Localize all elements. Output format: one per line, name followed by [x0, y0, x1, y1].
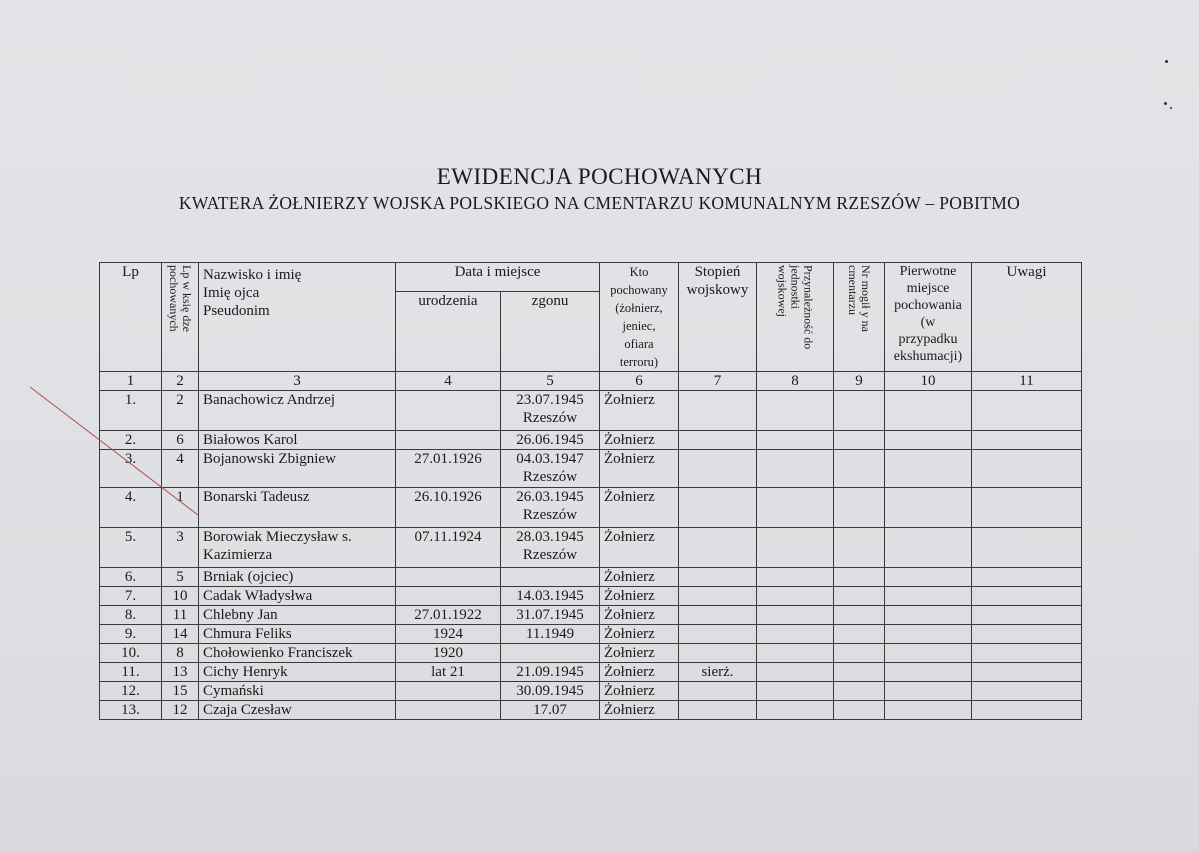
cell-nr-mogily	[834, 450, 885, 488]
table-row	[100, 663, 1082, 682]
column-number: 4	[396, 372, 501, 391]
header-nr-mogily: Nr mogił y na cmentarzu	[834, 263, 885, 372]
cell-name: Cymański	[199, 682, 396, 701]
cell-uwagi	[972, 682, 1082, 701]
cell-lp: 4.	[100, 488, 162, 528]
cell-urodzenia	[396, 701, 501, 720]
cell-name: Cadak Władysłwa	[199, 587, 396, 606]
cell-kto: Żołnierz	[600, 606, 679, 625]
cell-lp-ksiega: 2	[162, 391, 199, 431]
cell-lp-ksiega: 10	[162, 587, 199, 606]
cell-stopien	[679, 450, 757, 488]
column-number-row	[100, 372, 1082, 391]
cell-zgonu: 28.03.1945 Rzeszów	[501, 528, 600, 568]
cell-pierwotne	[885, 568, 972, 587]
cell-pierwotne	[885, 682, 972, 701]
cell-kto: Żołnierz	[600, 431, 679, 450]
column-number: 2	[162, 372, 199, 391]
cell-stopien	[679, 431, 757, 450]
cell-kto: Żołnierz	[600, 663, 679, 682]
cell-name: Cichy Henryk	[199, 663, 396, 682]
header-nazwisko: Nazwisko i imię Imię ojca Pseudonim	[199, 263, 396, 372]
cell-nr-mogily	[834, 625, 885, 644]
header-urodzenia: urodzenia	[396, 292, 501, 372]
table-row	[100, 625, 1082, 644]
cell-name: Chlebny Jan	[199, 606, 396, 625]
cell-przynaleznosc	[757, 528, 834, 568]
cell-stopien	[679, 587, 757, 606]
cell-lp: 9.	[100, 625, 162, 644]
cell-nr-mogily	[834, 701, 885, 720]
table-row	[100, 587, 1082, 606]
cell-przynaleznosc	[757, 663, 834, 682]
cell-urodzenia: 1924	[396, 625, 501, 644]
cell-name: Borowiak Mieczysław s. Kazimierza	[199, 528, 396, 568]
cell-kto: Żołnierz	[600, 625, 679, 644]
cell-uwagi	[972, 663, 1082, 682]
table-row	[100, 701, 1082, 720]
cell-nr-mogily	[834, 663, 885, 682]
cell-stopien	[679, 701, 757, 720]
scan-speck	[1165, 60, 1168, 63]
table-row	[100, 391, 1082, 431]
cell-urodzenia: 1920	[396, 644, 501, 663]
cell-lp-ksiega: 4	[162, 450, 199, 488]
cell-pierwotne	[885, 644, 972, 663]
cell-stopien	[679, 488, 757, 528]
cell-przynaleznosc	[757, 391, 834, 431]
cell-stopien	[679, 625, 757, 644]
cell-stopien	[679, 568, 757, 587]
cell-zgonu: 26.06.1945	[501, 431, 600, 450]
cell-zgonu: 23.07.1945 Rzeszów	[501, 391, 600, 431]
cell-przynaleznosc	[757, 568, 834, 587]
cell-nr-mogily	[834, 391, 885, 431]
cell-urodzenia	[396, 431, 501, 450]
cell-przynaleznosc	[757, 606, 834, 625]
table-row	[100, 682, 1082, 701]
cell-urodzenia	[396, 682, 501, 701]
cell-stopien	[679, 682, 757, 701]
burial-register-table	[99, 262, 1082, 720]
cell-lp-ksiega: 14	[162, 625, 199, 644]
cell-lp-ksiega: 8	[162, 644, 199, 663]
cell-kto: Żołnierz	[600, 450, 679, 488]
cell-name: Bojanowski Zbigniew	[199, 450, 396, 488]
header-przynaleznosc: Przynależność do jednostki wojskowej	[757, 263, 834, 372]
cell-uwagi	[972, 431, 1082, 450]
column-number: 9	[834, 372, 885, 391]
cell-kto: Żołnierz	[600, 488, 679, 528]
header-uwagi: Uwagi	[972, 263, 1082, 372]
cell-lp-ksiega: 12	[162, 701, 199, 720]
cell-uwagi	[972, 644, 1082, 663]
cell-pierwotne	[885, 488, 972, 528]
cell-kto: Żołnierz	[600, 644, 679, 663]
cell-lp: 8.	[100, 606, 162, 625]
cell-lp: 11.	[100, 663, 162, 682]
pencil-stroke	[28, 385, 203, 520]
cell-lp: 12.	[100, 682, 162, 701]
cell-lp: 2.	[100, 431, 162, 450]
cell-nr-mogily	[834, 682, 885, 701]
cell-name: Chmura Feliks	[199, 625, 396, 644]
cell-kto: Żołnierz	[600, 587, 679, 606]
cell-zgonu: 26.03.1945 Rzeszów	[501, 488, 600, 528]
cell-pierwotne	[885, 701, 972, 720]
cell-lp: 13.	[100, 701, 162, 720]
cell-kto: Żołnierz	[600, 391, 679, 431]
cell-lp-ksiega: 11	[162, 606, 199, 625]
cell-stopien	[679, 391, 757, 431]
cell-nr-mogily	[834, 431, 885, 450]
cell-urodzenia	[396, 391, 501, 431]
cell-pierwotne	[885, 587, 972, 606]
cell-urodzenia: 27.01.1922	[396, 606, 501, 625]
table-row	[100, 431, 1082, 450]
column-number: 3	[199, 372, 396, 391]
cell-pierwotne	[885, 431, 972, 450]
cell-przynaleznosc	[757, 625, 834, 644]
column-number: 1	[100, 372, 162, 391]
header-lp: Lp	[100, 263, 162, 372]
cell-stopien	[679, 644, 757, 663]
column-number: 6	[600, 372, 679, 391]
cell-nr-mogily	[834, 587, 885, 606]
cell-name: Brniak (ojciec)	[199, 568, 396, 587]
cell-nr-mogily	[834, 644, 885, 663]
table-row	[100, 606, 1082, 625]
cell-urodzenia: 07.11.1924	[396, 528, 501, 568]
cell-pierwotne	[885, 528, 972, 568]
cell-zgonu	[501, 568, 600, 587]
cell-lp-ksiega: 3	[162, 528, 199, 568]
cell-lp-ksiega: 15	[162, 682, 199, 701]
cell-kto: Żołnierz	[600, 701, 679, 720]
cell-stopien	[679, 606, 757, 625]
cell-uwagi	[972, 391, 1082, 431]
cell-nr-mogily	[834, 568, 885, 587]
cell-pierwotne	[885, 606, 972, 625]
cell-przynaleznosc	[757, 682, 834, 701]
cell-kto: Żołnierz	[600, 528, 679, 568]
cell-nr-mogily	[834, 606, 885, 625]
cell-przynaleznosc	[757, 488, 834, 528]
header-stopien: Stopień wojskowy	[679, 263, 757, 372]
cell-lp: 10.	[100, 644, 162, 663]
cell-przynaleznosc	[757, 644, 834, 663]
table-row	[100, 528, 1082, 568]
cell-stopien: sierż.	[679, 663, 757, 682]
cell-lp-ksiega: 6	[162, 431, 199, 450]
cell-kto: Żołnierz	[600, 568, 679, 587]
cell-name: Białowos Karol	[199, 431, 396, 450]
cell-nr-mogily	[834, 488, 885, 528]
header-lp-ksiega: Lp w księ dze pochowanych	[162, 263, 199, 372]
cell-uwagi	[972, 701, 1082, 720]
table-row	[100, 488, 1082, 528]
cell-uwagi	[972, 625, 1082, 644]
table-row	[100, 450, 1082, 488]
cell-nr-mogily	[834, 528, 885, 568]
cell-urodzenia	[396, 587, 501, 606]
cell-zgonu: 30.09.1945	[501, 682, 600, 701]
cell-zgonu: 21.09.1945	[501, 663, 600, 682]
header-data-miejsce: Data i miejsce	[396, 263, 600, 292]
cell-uwagi	[972, 568, 1082, 587]
cell-kto: Żołnierz	[600, 682, 679, 701]
cell-lp-ksiega: 5	[162, 568, 199, 587]
cell-name: Bonarski Tadeusz	[199, 488, 396, 528]
cell-przynaleznosc	[757, 431, 834, 450]
cell-lp: 3.	[100, 450, 162, 488]
column-number: 8	[757, 372, 834, 391]
cell-przynaleznosc	[757, 450, 834, 488]
cell-lp: 6.	[100, 568, 162, 587]
cell-uwagi	[972, 450, 1082, 488]
cell-lp-ksiega: 1	[162, 488, 199, 528]
cell-uwagi	[972, 528, 1082, 568]
cell-pierwotne	[885, 450, 972, 488]
cell-pierwotne	[885, 391, 972, 431]
cell-uwagi	[972, 587, 1082, 606]
cell-uwagi	[972, 488, 1082, 528]
cell-urodzenia: 26.10.1926	[396, 488, 501, 528]
cell-name: Banachowicz Andrzej	[199, 391, 396, 431]
cell-zgonu: 17.07	[501, 701, 600, 720]
column-number: 5	[501, 372, 600, 391]
cell-zgonu: 11.1949	[501, 625, 600, 644]
page-title: EWIDENCJA POCHOWANYCH	[436, 164, 763, 189]
page-subtitle: KWATERA ŻOŁNIERZY WOJSKA POLSKIEGO NA CMENTARZU KOMUNALNYM RZESZÓW – POBITMO	[178, 193, 1021, 213]
table-row	[100, 568, 1082, 587]
cell-lp: 7.	[100, 587, 162, 606]
header-pierwotne-miejsce: Pierwotne miejsce pochowania (w przypadku ekshumacji)	[885, 263, 972, 372]
cell-zgonu	[501, 644, 600, 663]
cell-przynaleznosc	[757, 701, 834, 720]
cell-lp-ksiega: 13	[162, 663, 199, 682]
header-zgonu: zgonu	[501, 292, 600, 372]
scan-speck	[1164, 102, 1167, 105]
cell-lp: 5.	[100, 528, 162, 568]
cell-zgonu: 14.03.1945	[501, 587, 600, 606]
cell-pierwotne	[885, 625, 972, 644]
column-number: 11	[972, 372, 1082, 391]
table-row	[100, 644, 1082, 663]
cell-urodzenia: lat 21	[396, 663, 501, 682]
scan-speck	[1170, 107, 1172, 109]
cell-zgonu: 04.03.1947 Rzeszów	[501, 450, 600, 488]
cell-zgonu: 31.07.1945	[501, 606, 600, 625]
column-number: 7	[679, 372, 757, 391]
cell-stopien	[679, 528, 757, 568]
cell-lp: 1.	[100, 391, 162, 431]
cell-name: Chołowienko Franciszek	[199, 644, 396, 663]
column-number: 10	[885, 372, 972, 391]
cell-name: Czaja Czesław	[199, 701, 396, 720]
cell-pierwotne	[885, 663, 972, 682]
cell-przynaleznosc	[757, 587, 834, 606]
cell-urodzenia	[396, 568, 501, 587]
cell-urodzenia: 27.01.1926	[396, 450, 501, 488]
cell-uwagi	[972, 606, 1082, 625]
header-kto-pochowany: Kto pochowany (żołnierz, jeniec, ofiara terroru)	[600, 263, 679, 372]
